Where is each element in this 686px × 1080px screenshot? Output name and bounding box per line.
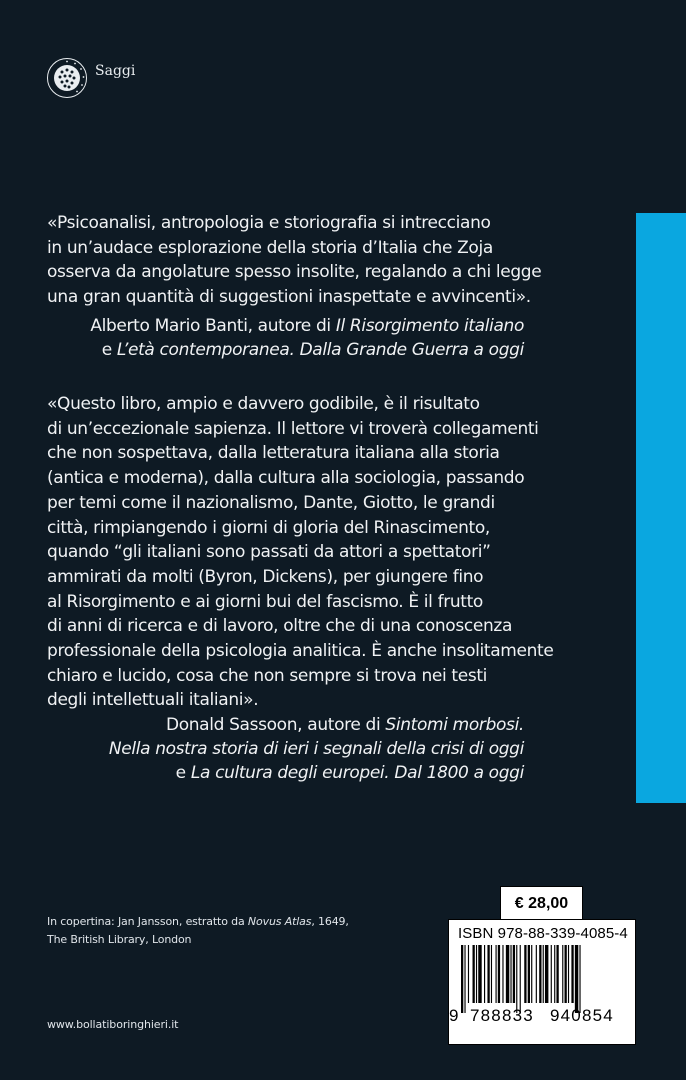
attribution-book-subtitle: Nella nostra storia di ieri i segnali della crisi di oggi [108, 739, 524, 759]
barcode-bar [473, 945, 475, 1003]
barcode-bar [575, 945, 578, 1013]
quote-line: chiaro e lucido, cosa che non sempre si trova nei testi [47, 665, 488, 686]
quote-line: città, rimpiangendo i giorni di gloria del Rinascimento, [47, 517, 490, 538]
barcode-bar [520, 945, 521, 1013]
barcode-bar [571, 945, 573, 1003]
barcode-bar [498, 945, 500, 1003]
attribution-sassoon [109, 713, 524, 785]
quote-line: di un’eccezionale sapienza. Il lettore vi troverà collegamenti [47, 418, 539, 439]
barcode-bar [510, 945, 511, 1003]
quote-line: degli intellettuali italiani». [47, 690, 259, 711]
ean-right-group: 940854 [550, 1006, 614, 1025]
credits-line2: The British Library, London [47, 933, 192, 946]
quote-line: professionale della psicologia analitica. È anche insolitamente [47, 641, 554, 662]
barcode-bar [539, 945, 541, 1003]
attribution-conjunction: e [101, 340, 117, 360]
barcode-bar [565, 945, 567, 1003]
barcode-bar [536, 945, 537, 1003]
quote-line: per temi come il nazionalismo, Dante, Giotto, le grandi [47, 492, 495, 513]
quote-line: (antica e moderna), dalla cultura alla sociologia, passando [47, 468, 525, 489]
barcode-bar [545, 945, 548, 1003]
attribution-book-title: Sintomi morbosi. [385, 715, 524, 735]
barcode-bar [464, 945, 465, 1013]
attribution-conjunction: e [175, 763, 191, 783]
quote-line: «Psicoanalisi, antropologia e storiografia si intrecciano [47, 213, 491, 233]
quote-line: osserva da angolature spesso insolite, regalando a chi legge [47, 262, 542, 283]
ean-first-digit: 9 [449, 1006, 460, 1025]
attribution-author: Alberto Mario Banti, autore di [90, 316, 336, 336]
quote-line: in un’audace esplorazione della storia d’Italia che Zoja [47, 237, 493, 258]
barcode-bar [579, 945, 580, 1013]
barcode-bar [513, 945, 515, 1003]
accent-bar [636, 213, 686, 803]
price-label: € 28,00 [500, 886, 583, 920]
series-name: Saggi [95, 63, 136, 79]
quote-line: che non sospettava, dalla letteratura italiana alla storia [47, 443, 500, 464]
barcode-bar [487, 945, 489, 1003]
barcode-bar [478, 945, 481, 1003]
credits-suffix: , 1649, [311, 915, 349, 928]
barcode-bar [554, 945, 555, 1003]
barcode-bar [461, 945, 463, 1013]
barcode-bar [562, 945, 563, 1003]
credits-prefix: In copertina: Jan Jansson, estratto da [47, 915, 248, 928]
barcode-bar [491, 945, 492, 1003]
barcode-bar [528, 945, 530, 1003]
cover-credits [47, 913, 349, 949]
attribution-book-title: La cultura degli europei. Dal 1800 a oggi [190, 763, 524, 783]
barcode-bar [484, 945, 485, 1003]
barcode-bar [516, 945, 517, 1013]
isbn-number: ISBN 978-88-339-4085-4 [458, 925, 628, 942]
barcode-panel [448, 919, 636, 1045]
quote-line: al Risorgimento e ai giorni bui del fascismo. È il frutto [47, 591, 483, 612]
attribution-book-title: L’età contemporanea. Dalla Grande Guerra a oggi [116, 340, 524, 360]
barcode-bar [476, 945, 477, 1003]
barcode-bar [556, 945, 558, 1003]
barcode-bar [568, 945, 569, 1003]
quote-sassoon [47, 392, 553, 713]
barcode-bar [543, 945, 544, 1003]
quote-line: una gran quantità di suggestioni inaspettate e avvincenti». [47, 287, 531, 308]
quote-banti [47, 211, 541, 310]
credits-work-title: Novus Atlas [247, 915, 312, 928]
attribution-author: Donald Sassoon, autore di [165, 715, 386, 735]
quote-line: di anni di ricerca e di lavoro, oltre che di una conoscenza [47, 616, 513, 637]
quote-line: ammirati da molti (Byron, Dickens), per giungere fino [47, 566, 484, 587]
quote-line: quando “gli italiani sono passati da attori a spettatori” [47, 542, 491, 563]
barcode-bar [496, 945, 497, 1003]
attribution-book-title: Il Risorgimento italiano [335, 316, 524, 336]
barcode-bar [468, 945, 469, 1003]
barcode-bar [506, 945, 509, 1003]
barcode-bar [502, 945, 503, 1003]
attribution-banti [90, 314, 524, 362]
barcode-bar [531, 945, 532, 1003]
ean-left-group: 788833 [470, 1006, 534, 1025]
quote-line: «Questo libro, ampio e davvero godibile, è il risultato [47, 394, 480, 414]
publisher-logo-seal-icon [46, 57, 88, 99]
barcode-bars [459, 945, 627, 1013]
publisher-website: www.bollatiboringhieri.it [47, 1018, 179, 1031]
barcode-bar [524, 945, 526, 1003]
barcode-bar [551, 945, 552, 1003]
